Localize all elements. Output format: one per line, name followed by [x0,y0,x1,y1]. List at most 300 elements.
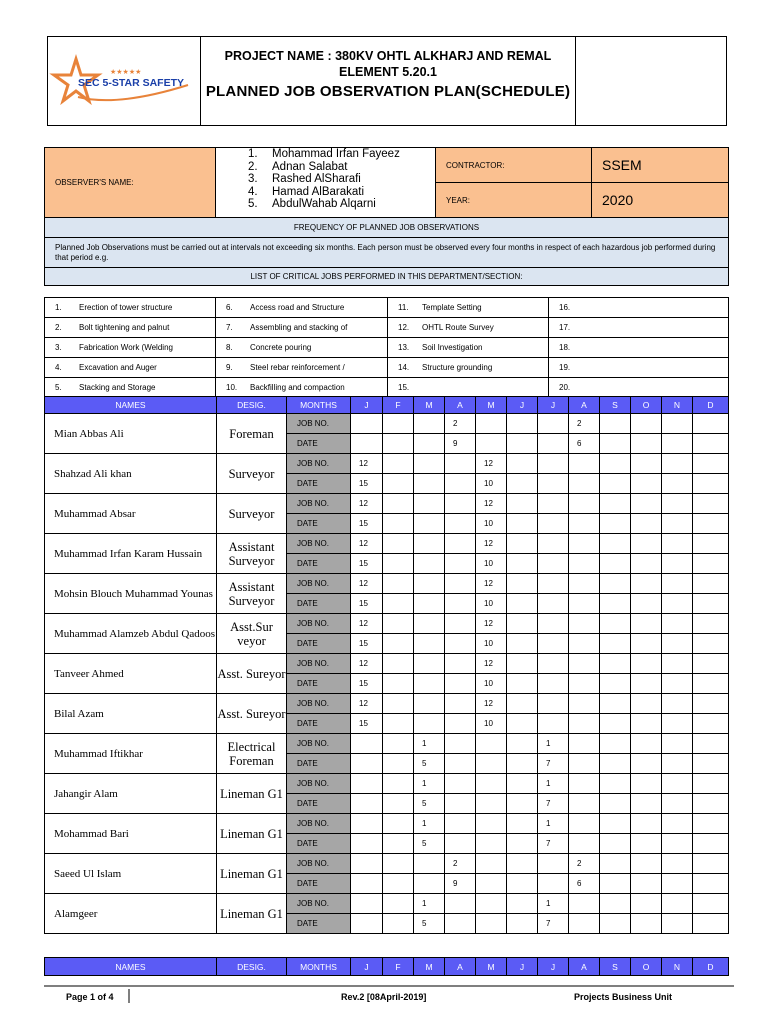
date-cell [600,874,631,894]
observer-name-item [248,173,435,186]
table-row [45,414,729,434]
date-cell [476,434,507,454]
date-cell [569,834,600,854]
month-header: N [662,397,693,414]
job-number: 5. [55,383,62,392]
date-cell [662,914,693,934]
date-cell [445,514,476,534]
date-cell [569,474,600,494]
job-no-cell [445,494,476,514]
date-cell [351,834,383,854]
observer-name: Adnan Salabat [272,160,348,173]
month-header: N [662,958,693,976]
job-no-cell [414,694,445,714]
date-cell [351,754,383,774]
job-no-cell [445,654,476,674]
observer-number: 4. [248,185,258,198]
date-cell [600,754,631,774]
date-cell: 15 [351,474,383,494]
date-cell [507,474,538,494]
job-no-cell [383,654,414,674]
date-label: DATE [287,674,351,694]
table-row [45,614,729,634]
date-cell [383,914,414,934]
table-row [45,814,729,834]
schedule-footer-header [44,957,729,976]
person-designation: Lineman G1 [217,774,287,814]
month-header: F [383,958,414,976]
date-cell: 9 [445,874,476,894]
job-no-cell [569,494,600,514]
job-no-cell [414,854,445,874]
job-no-cell [383,734,414,754]
date-label: DATE [287,474,351,494]
job-no-label: JOB NO. [287,814,351,834]
person-name: Alamgeer [45,894,217,934]
job-no-cell: 1 [414,774,445,794]
job-number: 9. [226,363,233,372]
date-cell [476,754,507,774]
job-no-cell [631,694,662,714]
col-months: MONTHS [287,397,351,414]
job-number: 8. [226,343,233,352]
month-header: J [507,958,538,976]
date-cell [631,834,662,854]
job-no-cell: 1 [414,734,445,754]
job-title: OHTL Route Survey [422,323,494,332]
job-number: 2. [55,323,62,332]
table-row [45,854,729,874]
job-no-cell [445,694,476,714]
person-designation: Surveyor [217,454,287,494]
job-no-cell [569,694,600,714]
job-no-cell [693,894,729,914]
page-number: Page 1 of 4 [66,992,114,1002]
job-no-label: JOB NO. [287,414,351,434]
critical-job-cell [216,338,388,358]
critical-job-cell [388,378,549,398]
person-designation: Lineman G1 [217,854,287,894]
date-cell [507,794,538,814]
job-no-cell [569,574,600,594]
critical-job-cell [549,318,729,338]
job-no-cell [600,614,631,634]
job-no-cell: 12 [351,694,383,714]
date-cell [507,914,538,934]
job-no-cell [538,454,569,474]
critical-job-cell [549,358,729,378]
person-designation: Asst. Sureyor [217,654,287,694]
job-no-cell [631,534,662,554]
job-no-cell [414,574,445,594]
job-no-cell [569,654,600,674]
table-row [45,534,729,554]
date-label: DATE [287,434,351,454]
logo-stars: ★★★★★ [110,69,142,76]
job-number: 10. [226,383,238,392]
job-no-cell [507,734,538,754]
col-names: NAMES [45,958,217,976]
job-no-cell [414,494,445,514]
job-title: Stacking and Storage [79,383,156,392]
date-cell [383,754,414,774]
contractor-value: SSEM [592,148,729,183]
job-title: Backfilling and compaction [250,383,345,392]
date-cell [693,434,729,454]
date-cell [383,634,414,654]
job-no-cell [569,814,600,834]
date-label: DATE [287,874,351,894]
date-cell [414,514,445,534]
job-no-cell [351,734,383,754]
critical-job-cell [388,358,549,378]
date-cell: 15 [351,714,383,734]
job-no-cell [600,854,631,874]
month-header: S [600,958,631,976]
job-no-cell [445,734,476,754]
date-cell [445,914,476,934]
month-header: J [351,958,383,976]
date-cell [600,514,631,534]
job-no-cell [662,534,693,554]
date-label: DATE [287,794,351,814]
job-no-cell [445,574,476,594]
date-cell [351,874,383,894]
job-no-cell [569,534,600,554]
date-cell [569,594,600,614]
date-cell [414,874,445,894]
date-label: DATE [287,714,351,734]
table-row [45,454,729,474]
date-cell: 6 [569,434,600,454]
month-header: J [538,397,569,414]
job-no-cell [631,614,662,634]
observer-number: 1. [248,148,258,160]
person-name: Mian Abbas Ali [45,414,217,454]
job-no-cell [445,774,476,794]
job-no-cell [662,494,693,514]
job-no-cell [662,454,693,474]
date-cell [600,674,631,694]
col-desig: DESIG. [217,958,287,976]
date-cell [631,914,662,934]
job-no-cell [600,454,631,474]
person-name: Saeed Ul Islam [45,854,217,894]
person-name: Muhammad Irfan Karam Hussain [45,534,217,574]
person-designation: Lineman G1 [217,894,287,934]
date-cell [445,594,476,614]
job-no-cell [507,454,538,474]
job-no-cell [631,414,662,434]
date-cell [631,554,662,574]
job-no-cell: 1 [538,734,569,754]
observer-names-list [216,148,435,211]
job-title: Steel rebar reinforcement / [250,363,345,372]
job-no-cell [569,454,600,474]
date-label: DATE [287,554,351,574]
date-cell [538,434,569,454]
person-name: Tanveer Ahmed [45,654,217,694]
job-number: 15. [398,383,410,392]
date-cell [383,594,414,614]
critical-job-cell [216,318,388,338]
job-no-cell [445,894,476,914]
person-name: Jahangir Alam [45,774,217,814]
job-no-label: JOB NO. [287,694,351,714]
sec-safety-logo [48,37,201,125]
date-cell [693,674,729,694]
date-cell: 5 [414,914,445,934]
job-no-cell [693,694,729,714]
job-no-label: JOB NO. [287,734,351,754]
critical-job-cell [45,318,216,338]
date-cell [693,514,729,534]
date-cell: 10 [476,674,507,694]
job-number: 6. [226,303,233,312]
date-cell [600,474,631,494]
schedule-header-row [45,397,729,414]
date-cell [507,834,538,854]
month-header: J [507,397,538,414]
job-no-cell [476,414,507,434]
date-cell: 9 [445,434,476,454]
job-no-cell [600,694,631,714]
date-cell: 7 [538,834,569,854]
business-unit: Projects Business Unit [574,992,673,1002]
job-no-cell [383,534,414,554]
date-cell: 15 [351,594,383,614]
job-no-cell [538,654,569,674]
job-no-cell [662,694,693,714]
date-cell [507,634,538,654]
date-cell [600,634,631,654]
job-no-cell [662,774,693,794]
date-cell [662,754,693,774]
date-cell [600,714,631,734]
date-label: DATE [287,754,351,774]
date-cell [538,554,569,574]
date-cell [693,714,729,734]
date-cell: 5 [414,834,445,854]
date-cell [693,554,729,574]
person-name: Muhammad Alamzeb Abdul Qadoos [45,614,217,654]
job-no-cell [600,534,631,554]
date-cell [662,434,693,454]
job-no-cell [383,694,414,714]
frequency-text: Planned Job Observations must be carried out at intervals not exceeding six months. Each person must be observed every four months in respect of each hazardous job performed during that period e.g. [45,238,729,268]
job-no-cell [693,774,729,794]
job-no-cell [507,494,538,514]
observer-name-item [248,198,435,211]
date-cell [662,874,693,894]
job-number: 4. [55,363,62,372]
month-header: M [476,397,507,414]
job-no-cell [631,494,662,514]
critical-job-cell [549,298,729,318]
month-header: A [445,958,476,976]
date-cell [631,474,662,494]
project-name: PROJECT NAME : 380KV OHTL ALKHARJ AND REMAL [224,49,552,63]
date-label: DATE [287,634,351,654]
job-number: 7. [226,323,233,332]
date-cell [569,514,600,534]
job-title: Access road and Structure [250,303,345,312]
month-header: A [445,397,476,414]
job-no-cell [693,734,729,754]
job-no-cell: 12 [476,614,507,634]
job-no-cell [351,774,383,794]
job-number: 14. [398,363,410,372]
job-no-cell: 12 [351,534,383,554]
date-cell [693,634,729,654]
date-cell: 7 [538,914,569,934]
person-designation: Asst. Sureyor [217,694,287,734]
critical-job-cell [388,298,549,318]
person-designation: Asst.Sur veyor [217,614,287,654]
job-no-cell: 12 [351,654,383,674]
job-no-cell [383,854,414,874]
date-cell [383,514,414,534]
date-cell [445,674,476,694]
job-no-cell: 1 [538,774,569,794]
date-cell [538,874,569,894]
job-no-cell [445,814,476,834]
date-cell [507,714,538,734]
date-cell [662,834,693,854]
job-no-cell: 12 [476,534,507,554]
date-label: DATE [287,914,351,934]
job-no-cell [631,454,662,474]
date-cell [600,434,631,454]
job-no-cell [538,414,569,434]
job-no-cell [507,414,538,434]
job-no-cell [600,894,631,914]
job-no-cell [507,614,538,634]
month-header: O [631,397,662,414]
job-no-cell [693,454,729,474]
date-cell [507,674,538,694]
job-no-cell [631,894,662,914]
person-name: Bilal Azam [45,694,217,734]
person-designation: Assistant Surveyor [217,574,287,614]
job-no-cell [569,614,600,634]
month-header: J [351,397,383,414]
job-no-cell [507,854,538,874]
month-header: F [383,397,414,414]
date-cell [693,794,729,814]
job-number: 16. [559,303,571,312]
job-no-cell [631,774,662,794]
date-cell [569,794,600,814]
month-header: D [693,397,729,414]
job-no-cell [662,574,693,594]
job-no-cell [351,414,383,434]
contractor-label: CONTRACTOR: [436,148,592,183]
month-header: M [476,958,507,976]
job-no-cell [445,614,476,634]
col-names: NAMES [45,397,217,414]
job-number: 13. [398,343,410,352]
person-name: Mohsin Blouch Muhammad Younas [45,574,217,614]
date-cell [662,514,693,534]
job-no-cell: 12 [351,574,383,594]
job-title: Structure grounding [422,363,493,372]
job-no-cell [383,414,414,434]
job-title: Soil Investigation [422,343,483,352]
observer-name-item [248,161,435,174]
job-number: 3. [55,343,62,352]
plan-title: PLANNED JOB OBSERVATION PLAN(SCHEDULE) [205,83,571,100]
date-cell [538,714,569,734]
critical-job-cell [388,318,549,338]
table-row [45,694,729,714]
date-cell [693,474,729,494]
date-cell [631,794,662,814]
job-no-cell [693,854,729,874]
job-no-label: JOB NO. [287,654,351,674]
date-cell [538,514,569,534]
job-no-cell [662,734,693,754]
critical-jobs-row [45,338,729,358]
date-cell [569,714,600,734]
date-cell [507,434,538,454]
date-cell [507,754,538,774]
job-no-cell [631,814,662,834]
date-cell [445,474,476,494]
job-number: 17. [559,323,571,332]
date-cell [383,474,414,494]
job-title: Bolt tightening and palnut [79,323,170,332]
job-no-cell [383,494,414,514]
job-no-cell: 1 [538,814,569,834]
job-no-cell [693,574,729,594]
date-cell [569,634,600,654]
critical-job-cell [216,358,388,378]
job-no-cell [507,574,538,594]
job-no-cell [383,774,414,794]
job-no-cell [414,414,445,434]
month-header: O [631,958,662,976]
observer-name: Mohammad Irfan Fayeez [272,148,400,160]
job-no-cell [507,774,538,794]
job-no-cell [600,494,631,514]
date-cell: 10 [476,514,507,534]
date-cell [631,674,662,694]
person-designation: Assistant Surveyor [217,534,287,574]
job-no-label: JOB NO. [287,854,351,874]
person-designation: Foreman [217,414,287,454]
job-no-cell [600,814,631,834]
person-name: Muhammad Absar [45,494,217,534]
date-cell [569,754,600,774]
table-row [45,774,729,794]
date-cell [600,554,631,574]
observer-name: Rashed AlSharafi [272,173,361,185]
job-no-label: JOB NO. [287,774,351,794]
observer-name-item [248,148,435,161]
job-no-label: JOB NO. [287,894,351,914]
month-header: J [538,958,569,976]
job-no-cell [662,414,693,434]
table-row [45,494,729,514]
job-title: Fabrication Work (Welding [79,343,173,352]
date-cell [600,794,631,814]
date-cell [662,594,693,614]
person-designation: Surveyor [217,494,287,534]
table-row [45,894,729,914]
date-cell [383,554,414,574]
job-no-cell [351,854,383,874]
